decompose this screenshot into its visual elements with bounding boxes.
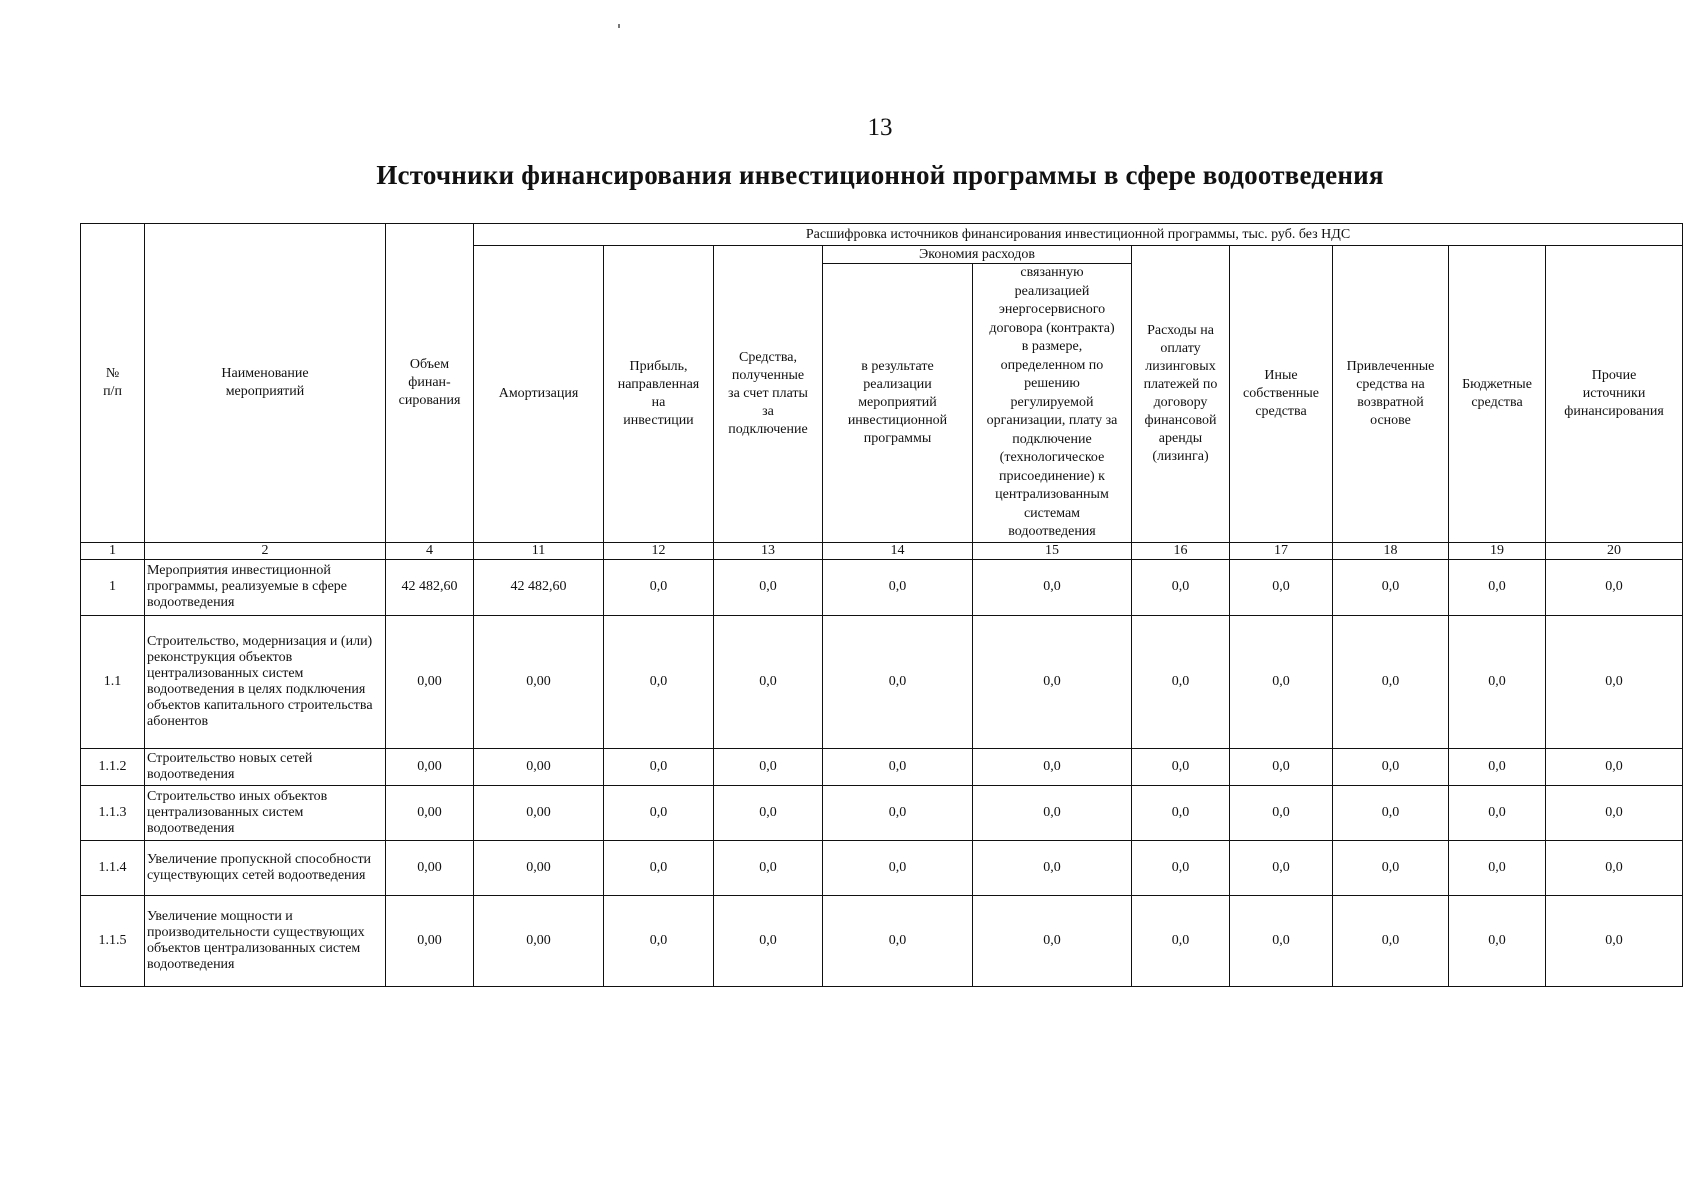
- row-value-profit: 0,0: [604, 748, 714, 785]
- row-name: Увеличение мощности и производительности существующих объектов централизованных систем водоотведения: [145, 895, 386, 986]
- header-col-leasing: [1132, 246, 1230, 543]
- header-col-amort: [474, 246, 604, 543]
- row-value-borrowed: 0,0: [1333, 785, 1449, 840]
- row-name: Строительство новых сетей водоотведения: [145, 748, 386, 785]
- column-index-cell: 2: [145, 542, 386, 559]
- row-value-other: 0,0: [1546, 785, 1683, 840]
- row-value-borrowed: 0,0: [1333, 615, 1449, 748]
- header-col-leasing-label: Расходы на оплату лизинговых платежей по договору финансовой аренды (лизинга): [1143, 322, 1218, 464]
- row-value-volume: 42 482,60: [386, 559, 474, 615]
- header-col-econ-program-label: в результате реализации мероприятий инвестиционной программы: [847, 358, 948, 446]
- row-value-own: 0,0: [1230, 785, 1333, 840]
- row-value-econ-program: 0,0: [823, 748, 973, 785]
- column-index-cell: 4: [386, 542, 474, 559]
- row-value-leasing: 0,0: [1132, 840, 1230, 895]
- row-value-other: 0,0: [1546, 840, 1683, 895]
- row-value-connect: 0,0: [714, 615, 823, 748]
- table-row: [81, 785, 1683, 840]
- row-value-leasing: 0,0: [1132, 615, 1230, 748]
- row-value-econ-energy: 0,0: [973, 748, 1132, 785]
- row-value-budget: 0,0: [1449, 895, 1546, 986]
- row-value-econ-program: 0,0: [823, 895, 973, 986]
- row-value-connect: 0,0: [714, 785, 823, 840]
- row-name: Мероприятия инвестиционной программы, реализуемые в сфере водоотведения: [145, 559, 386, 615]
- row-value-econ-energy: 0,0: [973, 785, 1132, 840]
- header-col-budget-label: Бюджетные средства: [1462, 376, 1532, 410]
- row-value-amort: 0,00: [474, 840, 604, 895]
- row-value-budget: 0,0: [1449, 785, 1546, 840]
- page-number: 13: [867, 114, 893, 141]
- row-value-budget: 0,0: [1449, 615, 1546, 748]
- column-index-cell: 13: [714, 542, 823, 559]
- header-col-own-label: Иные собственные средства: [1242, 367, 1319, 419]
- row-name: Строительство, модернизация и (или) реконструкция объектов централизованных систем водоотведения в целях подключения объектов капитального строительства абонентов: [145, 615, 386, 748]
- row-name: Строительство иных объектов централизованных систем водоотведения: [145, 785, 386, 840]
- row-value-econ-program: 0,0: [823, 840, 973, 895]
- row-value-amort: 42 482,60: [474, 559, 604, 615]
- row-value-amort: 0,00: [474, 785, 604, 840]
- row-value-other: 0,0: [1546, 895, 1683, 986]
- row-value-other: 0,0: [1546, 559, 1683, 615]
- row-value-econ-program: 0,0: [823, 785, 973, 840]
- header-col-volume: [386, 224, 474, 543]
- table-row: [81, 615, 1683, 748]
- header-col-econ-energy: [973, 264, 1132, 543]
- row-value-econ-energy: 0,0: [973, 840, 1132, 895]
- header-col-amort-label: Амортизация: [498, 385, 579, 401]
- row-value-profit: 0,0: [604, 840, 714, 895]
- row-number: 1: [81, 559, 145, 615]
- row-value-volume: 0,00: [386, 615, 474, 748]
- row-value-econ-program: 0,0: [823, 559, 973, 615]
- row-value-econ-energy: 0,0: [973, 615, 1132, 748]
- row-number: 1.1.2: [81, 748, 145, 785]
- row-value-other: 0,0: [1546, 748, 1683, 785]
- column-index-cell: 15: [973, 542, 1132, 559]
- header-col-num: [81, 224, 145, 543]
- header-col-other: [1546, 246, 1683, 543]
- row-value-leasing: 0,0: [1132, 785, 1230, 840]
- row-number: 1.1.5: [81, 895, 145, 986]
- row-value-connect: 0,0: [714, 895, 823, 986]
- column-index-cell: 11: [474, 542, 604, 559]
- row-value-volume: 0,00: [386, 748, 474, 785]
- header-col-borrowed-label: Привлеченные средства на возвратной основе: [1346, 358, 1435, 428]
- column-index-row: [81, 542, 1683, 559]
- row-value-borrowed: 0,0: [1333, 559, 1449, 615]
- row-value-profit: 0,0: [604, 615, 714, 748]
- row-value-econ-energy: 0,0: [973, 559, 1132, 615]
- header-col-profit: [604, 246, 714, 543]
- row-value-leasing: 0,0: [1132, 895, 1230, 986]
- row-value-connect: 0,0: [714, 748, 823, 785]
- row-number: 1.1.4: [81, 840, 145, 895]
- header-col-connect-label: Средства, полученные за счет платы за подключение: [728, 349, 808, 437]
- financing-sources-table: [80, 223, 1683, 987]
- header-col-budget: [1449, 246, 1546, 543]
- header-col-own: [1230, 246, 1333, 543]
- row-value-borrowed: 0,0: [1333, 748, 1449, 785]
- row-value-own: 0,0: [1230, 748, 1333, 785]
- row-value-amort: 0,00: [474, 615, 604, 748]
- row-value-own: 0,0: [1230, 895, 1333, 986]
- header-col-name-label: Наименование мероприятий: [221, 365, 309, 399]
- row-name: Увеличение пропускной способности существующих сетей водоотведения: [145, 840, 386, 895]
- row-value-amort: 0,00: [474, 748, 604, 785]
- column-index-cell: 19: [1449, 542, 1546, 559]
- table-row: [81, 895, 1683, 986]
- row-value-econ-program: 0,0: [823, 615, 973, 748]
- row-value-profit: 0,0: [604, 559, 714, 615]
- row-value-volume: 0,00: [386, 840, 474, 895]
- header-group-main: Расшифровка источников финансирования инвестиционной программы, тыс. руб. без НДС: [474, 224, 1683, 246]
- row-value-leasing: 0,0: [1132, 748, 1230, 785]
- row-value-econ-energy: 0,0: [973, 895, 1132, 986]
- row-value-connect: 0,0: [714, 559, 823, 615]
- header-col-name: [145, 224, 386, 543]
- row-number: 1.1: [81, 615, 145, 748]
- row-value-borrowed: 0,0: [1333, 895, 1449, 986]
- header-col-volume-label: Объем финан- сирования: [398, 356, 461, 408]
- header-group-economy: Экономия расходов: [823, 246, 1132, 264]
- row-number: 1.1.3: [81, 785, 145, 840]
- row-value-leasing: 0,0: [1132, 559, 1230, 615]
- row-value-volume: 0,00: [386, 785, 474, 840]
- table-row: [81, 748, 1683, 785]
- header-col-profit-label: Прибыль, направленная на инвестиции: [617, 358, 700, 428]
- row-value-borrowed: 0,0: [1333, 840, 1449, 895]
- row-value-amort: 0,00: [474, 895, 604, 986]
- page-title: Источники финансирования инвестиционной программы в сфере водоотведения: [376, 160, 1384, 190]
- column-index-cell: 17: [1230, 542, 1333, 559]
- row-value-other: 0,0: [1546, 615, 1683, 748]
- column-index-cell: 18: [1333, 542, 1449, 559]
- column-index-cell: 16: [1132, 542, 1230, 559]
- column-index-cell: 1: [81, 542, 145, 559]
- row-value-own: 0,0: [1230, 615, 1333, 748]
- row-value-budget: 0,0: [1449, 840, 1546, 895]
- row-value-own: 0,0: [1230, 840, 1333, 895]
- row-value-own: 0,0: [1230, 559, 1333, 615]
- header-col-other-label: Прочие источники финансирования: [1564, 367, 1664, 419]
- header-row-1: [81, 224, 1683, 246]
- column-index-cell: 20: [1546, 542, 1683, 559]
- header-col-borrowed: [1333, 246, 1449, 543]
- row-value-volume: 0,00: [386, 895, 474, 986]
- row-value-budget: 0,0: [1449, 748, 1546, 785]
- column-index-cell: 12: [604, 542, 714, 559]
- row-value-profit: 0,0: [604, 895, 714, 986]
- header-col-connect: [714, 246, 823, 543]
- column-index-cell: 14: [823, 542, 973, 559]
- table-row: [81, 840, 1683, 895]
- header-col-num-label: № п/п: [103, 365, 122, 399]
- row-value-profit: 0,0: [604, 785, 714, 840]
- scan-speck: [618, 24, 620, 28]
- row-value-connect: 0,0: [714, 840, 823, 895]
- header-col-econ-program: [823, 264, 973, 543]
- row-value-budget: 0,0: [1449, 559, 1546, 615]
- table-row: [81, 559, 1683, 615]
- header-col-econ-energy-label: связанную реализацией энергосервисного договора (контракта) в размере, определенном по решению регулируемой организации, плату за подключение (технологическое присоединение) к централизованным системам водоотведения: [986, 265, 1118, 539]
